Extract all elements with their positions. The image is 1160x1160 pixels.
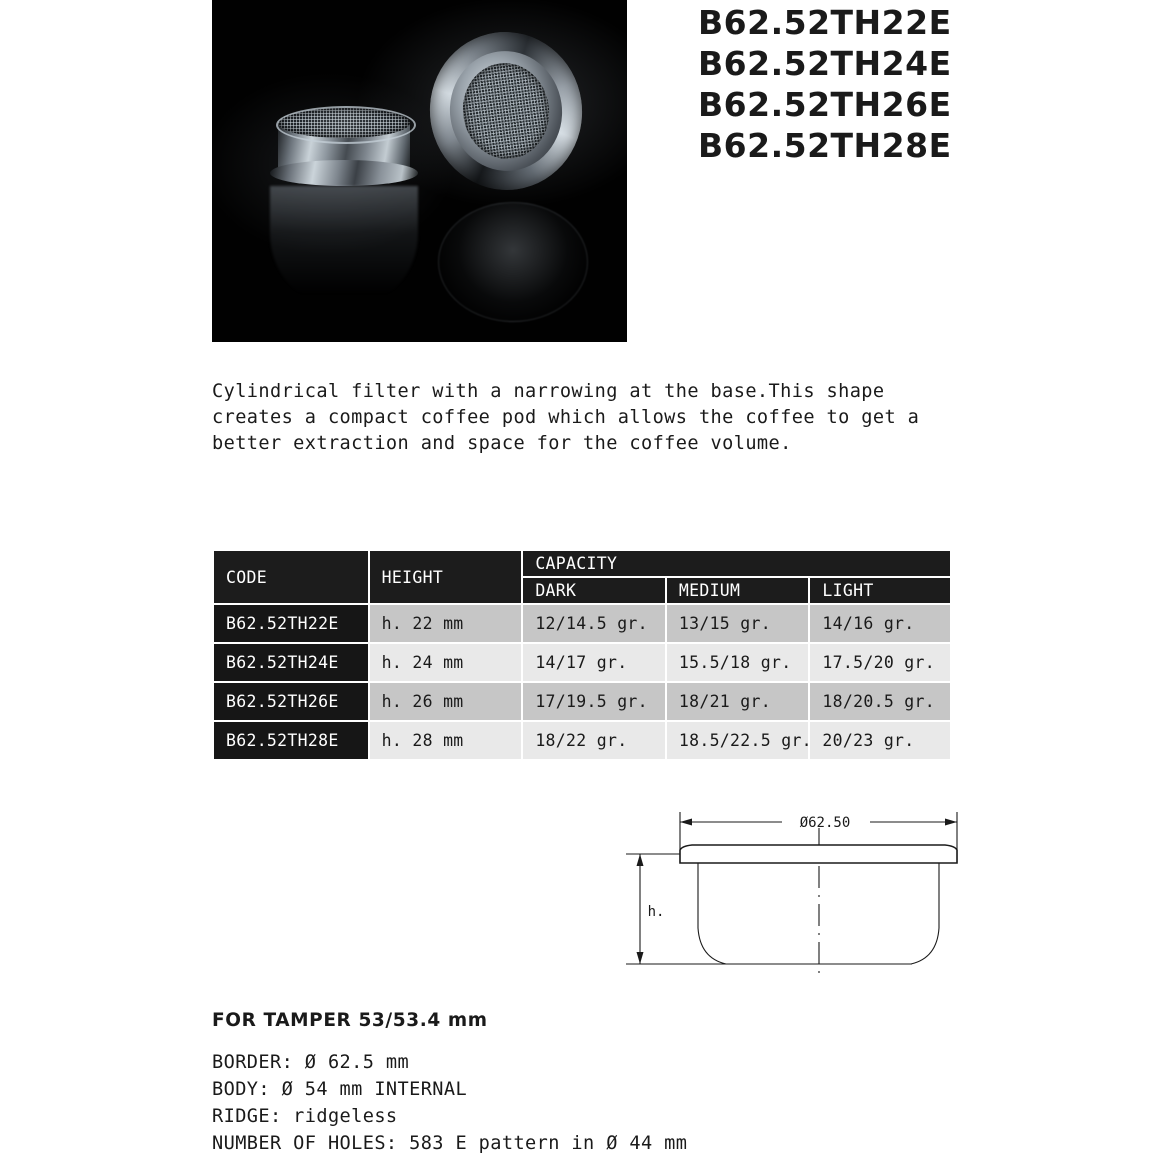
cell-medium: 15.5/18 gr. [667,644,809,681]
cell-code: B62.52TH22E [214,605,368,642]
cell-light: 17.5/20 gr. [810,644,950,681]
cell-height: h. 26 mm [370,683,522,720]
header-height: HEIGHT [370,551,522,603]
arrow-height-bottom [637,952,644,964]
spec-body: BODY: Ø 54 mm INTERNAL [212,1079,468,1100]
body-wall-right [911,863,939,964]
photo-background [212,0,627,342]
cross-section-svg [612,806,984,992]
basket-flange [270,160,418,186]
reflection-left [270,186,418,304]
cell-dark: 14/17 gr. [523,644,665,681]
cell-code: B62.52TH24E [214,644,368,681]
technical-drawing [612,806,984,992]
cell-light: 20/23 gr. [810,722,950,759]
cell-dark: 12/14.5 gr. [523,605,665,642]
header-dark: DARK [523,578,665,603]
table-row [214,644,950,681]
product-photo [212,0,627,342]
diameter-label: Ø62.50 [799,815,851,831]
cell-height: h. 28 mm [370,722,522,759]
table-header-row-1 [214,551,950,576]
table-row [214,683,950,720]
spec-border: BORDER: Ø 62.5 mm [212,1052,410,1073]
arrow-diameter-left [680,819,692,826]
product-code-3: B62.52TH26E [698,85,952,124]
product-code-2: B62.52TH24E [698,44,952,83]
header-code: CODE [214,551,368,603]
cell-medium: 18/21 gr. [667,683,809,720]
basket-rim-profile [680,845,957,863]
cell-code: B62.52TH28E [214,722,368,759]
basket-rim-ring [276,106,416,144]
header-light: LIGHT [810,578,950,603]
specification-table [212,549,952,761]
cell-medium: 13/15 gr. [667,605,809,642]
product-code-list [698,2,1138,166]
product-code-4: B62.52TH28E [698,126,952,165]
product-code-1: B62.52TH22E [698,3,952,42]
cell-height: h. 22 mm [370,605,522,642]
table-row [214,722,950,759]
header-medium: MEDIUM [667,578,809,603]
table-row [214,605,950,642]
cell-code: B62.52TH26E [214,683,368,720]
header-capacity: CAPACITY [523,551,950,576]
cell-light: 14/16 gr. [810,605,950,642]
reflection-right [438,202,588,322]
tamper-spec: FOR TAMPER 53/53.4 mm [212,1010,488,1031]
arrow-diameter-right [945,819,957,826]
filter-basket-upright [270,108,418,190]
cell-medium: 18.5/22.5 gr. [667,722,809,759]
height-label: h. [647,904,665,920]
cell-dark: 17/19.5 gr. [523,683,665,720]
filter-basket-tilted [420,22,593,200]
cell-light: 18/20.5 gr. [810,683,950,720]
cell-dark: 18/22 gr. [523,722,665,759]
cell-height: h. 24 mm [370,644,522,681]
arrow-height-top [637,854,644,866]
specification-list [212,1049,952,1157]
spec-ridge: RIDGE: ridgeless [212,1106,398,1127]
spec-holes: NUMBER OF HOLES: 583 E pattern in Ø 44 mm [212,1133,688,1154]
body-wall-left [698,863,726,964]
dimension-arrowheads [637,819,958,965]
product-description: Cylindrical filter with a narrowing at the base.This shape creates a compact coffee pod which allows the coffee to get a better extraction and space for the coffee volume. [212,381,920,454]
